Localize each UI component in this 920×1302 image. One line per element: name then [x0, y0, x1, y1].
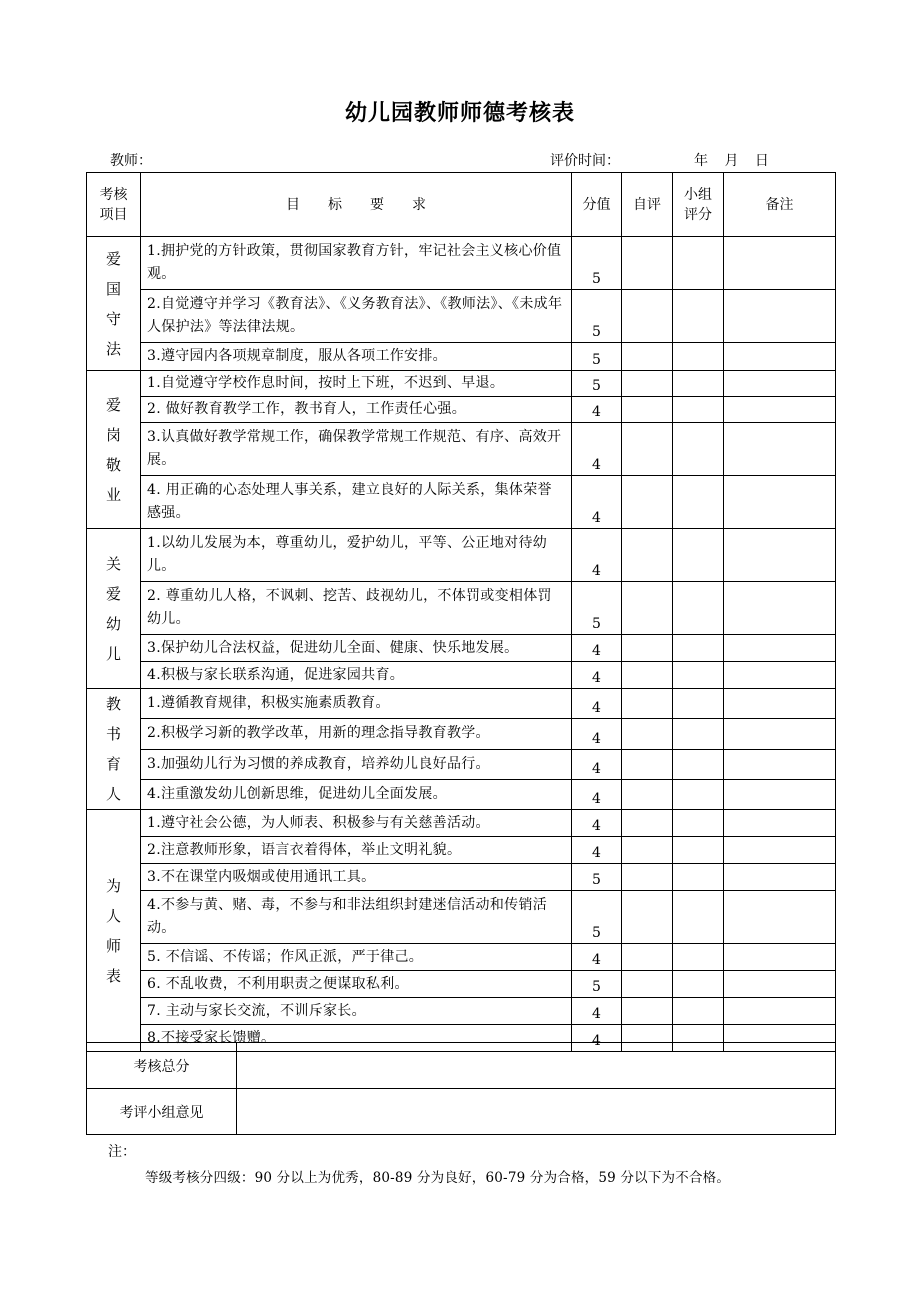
total-score-row: [87, 1043, 836, 1089]
requirement-text: 1.遵循教育规律，积极实施素质教育。: [141, 689, 572, 719]
group-opinion-label: 考评小组意见: [87, 1089, 237, 1135]
group-score-cell[interactable]: [673, 749, 724, 779]
score-value: 5: [572, 971, 622, 998]
header-score: 分值: [572, 173, 622, 237]
requirement-text: 2.积极学习新的教学改革，用新的理念指导教育教学。: [141, 719, 572, 749]
table-row: [87, 971, 836, 998]
table-row: [87, 749, 836, 779]
self-score-cell[interactable]: [622, 749, 673, 779]
self-score-cell[interactable]: [622, 635, 673, 662]
self-score-cell[interactable]: [622, 662, 673, 689]
group-score-cell[interactable]: [673, 529, 724, 582]
table-row: [87, 635, 836, 662]
score-value: 4: [572, 635, 622, 662]
score-value: 5: [572, 582, 622, 635]
self-score-cell[interactable]: [622, 944, 673, 971]
table-row: [87, 237, 836, 290]
requirement-text: 3.认真做好教学常规工作，确保教学常规工作规范、有序、高效开展。: [141, 423, 572, 476]
requirement-text: 3.加强幼儿行为习惯的养成教育，培养幼儿良好品行。: [141, 749, 572, 779]
remark-cell[interactable]: [724, 423, 836, 476]
remark-cell[interactable]: [724, 837, 836, 864]
requirement-text: 8.不接受家长馈赠。: [141, 1025, 572, 1052]
table-row: [87, 891, 836, 944]
remark-cell[interactable]: [724, 689, 836, 719]
group-score-cell[interactable]: [673, 423, 724, 476]
requirement-text: 2.自觉遵守并学习《教育法》、《义务教育法》、《教师法》、《未成年人保护法》等法律法规。: [141, 290, 572, 343]
group-score-cell[interactable]: [673, 998, 724, 1025]
score-value: 4: [572, 476, 622, 529]
category-label: 教书育人: [105, 695, 121, 803]
note-text: 等级考核分四级：90 分以上为优秀，80-89 分为良好，60-79 分为合格，59 分以下为不合格。: [145, 1170, 731, 1186]
header-row: [87, 173, 836, 237]
group-score-cell[interactable]: [673, 779, 724, 809]
table-row: [87, 719, 836, 749]
requirement-text: 4. 用正确的心态处理人事关系，建立良好的人际关系，集体荣誉感强。: [141, 476, 572, 529]
remark-cell[interactable]: [724, 998, 836, 1025]
requirement-text: 4.注重激发幼儿创新思维，促进幼儿全面发展。: [141, 779, 572, 809]
table-row: [87, 689, 836, 719]
self-score-cell[interactable]: [622, 423, 673, 476]
table-row: [87, 371, 836, 397]
self-score-cell[interactable]: [622, 371, 673, 397]
remark-cell[interactable]: [724, 529, 836, 582]
group-score-cell[interactable]: [673, 810, 724, 837]
requirement-text: 1.以幼儿发展为本，尊重幼儿，爱护幼儿，平等、公正地对待幼儿。: [141, 529, 572, 582]
summary-table: [86, 1042, 836, 1135]
requirement-text: 7. 主动与家长交流，不训斥家长。: [141, 998, 572, 1025]
score-value: 4: [572, 749, 622, 779]
table-row: [87, 810, 836, 837]
score-value: 5: [572, 343, 622, 371]
remark-cell[interactable]: [724, 662, 836, 689]
note-label: 注：: [108, 1144, 136, 1160]
table-row: [87, 837, 836, 864]
remark-cell[interactable]: [724, 343, 836, 371]
category-cell: [87, 810, 141, 1052]
assessment-table: [86, 172, 836, 1052]
category-cell: [87, 689, 141, 810]
self-score-cell[interactable]: [622, 689, 673, 719]
category-label: 关爱幼儿: [105, 554, 121, 663]
page-title: 幼儿园教师师德考核表: [344, 101, 575, 126]
header-group: 小组评分: [673, 173, 724, 237]
score-value: 4: [572, 944, 622, 971]
remark-cell[interactable]: [724, 719, 836, 749]
requirement-text: 1.遵守社会公德，为人师表、积极参与有关慈善活动。: [141, 810, 572, 837]
self-score-cell[interactable]: [622, 971, 673, 998]
requirement-text: 3.不在课堂内吸烟或使用通讯工具。: [141, 864, 572, 891]
group-score-cell[interactable]: [673, 971, 724, 998]
self-score-cell[interactable]: [622, 998, 673, 1025]
group-score-cell[interactable]: [673, 582, 724, 635]
requirement-text: 4.积极与家长联系沟通，促进家园共育。: [141, 662, 572, 689]
score-value: 5: [572, 371, 622, 397]
group-score-cell[interactable]: [673, 635, 724, 662]
table-row: [87, 476, 836, 529]
group-score-cell[interactable]: [673, 689, 724, 719]
score-value: 5: [572, 237, 622, 290]
remark-cell[interactable]: [724, 397, 836, 423]
requirement-text: 6. 不乱收费，不利用职责之便谋取私利。: [141, 971, 572, 998]
category-cell: [87, 371, 141, 529]
requirement-text: 1.拥护党的方针政策，贯彻国家教育方针，牢记社会主义核心价值观。: [141, 237, 572, 290]
self-score-cell[interactable]: [622, 810, 673, 837]
self-score-cell[interactable]: [622, 529, 673, 582]
remark-cell[interactable]: [724, 810, 836, 837]
remark-cell[interactable]: [724, 371, 836, 397]
table-row: [87, 397, 836, 423]
category-label: 爱岗敬业: [105, 395, 121, 504]
header-self: 自评: [622, 173, 673, 237]
group-score-cell[interactable]: [673, 290, 724, 343]
self-score-cell[interactable]: [622, 891, 673, 944]
group-opinion-cell[interactable]: [237, 1089, 836, 1135]
score-value: 4: [572, 1025, 622, 1052]
table-row: [87, 864, 836, 891]
date-placeholder: 年 月 日: [694, 153, 769, 169]
table-row: [87, 423, 836, 476]
category-label: 为人师表: [105, 876, 121, 985]
remark-cell[interactable]: [724, 971, 836, 998]
score-value: 4: [572, 719, 622, 749]
category-cell: [87, 529, 141, 689]
group-score-cell[interactable]: [673, 891, 724, 944]
self-score-cell[interactable]: [622, 397, 673, 423]
score-value: 4: [572, 810, 622, 837]
teacher-label: 教师：: [110, 153, 152, 169]
remark-cell[interactable]: [724, 290, 836, 343]
group-score-cell[interactable]: [673, 864, 724, 891]
score-value: 4: [572, 529, 622, 582]
table-row: [87, 779, 836, 809]
remark-cell[interactable]: [724, 891, 836, 944]
group-score-cell[interactable]: [673, 237, 724, 290]
score-value: 4: [572, 689, 622, 719]
self-score-cell[interactable]: [622, 719, 673, 749]
self-score-cell[interactable]: [622, 290, 673, 343]
table-row: [87, 529, 836, 582]
table-row: [87, 662, 836, 689]
self-score-cell[interactable]: [622, 779, 673, 809]
category-cell: [87, 237, 141, 371]
group-score-cell[interactable]: [673, 837, 724, 864]
group-score-cell[interactable]: [673, 371, 724, 397]
remark-cell[interactable]: [724, 779, 836, 809]
self-score-cell[interactable]: [622, 864, 673, 891]
total-score-cell[interactable]: [237, 1043, 836, 1089]
score-value: 4: [572, 423, 622, 476]
remark-cell[interactable]: [724, 476, 836, 529]
remark-cell[interactable]: [724, 749, 836, 779]
remark-cell[interactable]: [724, 635, 836, 662]
group-score-cell[interactable]: [673, 343, 724, 371]
table-row: [87, 998, 836, 1025]
self-score-cell[interactable]: [622, 237, 673, 290]
remark-cell[interactable]: [724, 944, 836, 971]
requirement-text: 2. 尊重幼儿人格，不讽刺、挖苦、歧视幼儿，不体罚或变相体罚幼儿。: [141, 582, 572, 635]
total-score-label: 考核总分: [87, 1043, 237, 1089]
group-score-cell[interactable]: [673, 662, 724, 689]
eval-time-label: 评价时间：: [550, 153, 620, 169]
requirement-text: 2. 做好教育教学工作，教书育人，工作责任心强。: [141, 397, 572, 423]
requirement-text: 5. 不信谣、不传谣；作风正派，严于律己。: [141, 944, 572, 971]
score-value: 4: [572, 397, 622, 423]
requirement-text: 3.遵守园内各项规章制度，服从各项工作安排。: [141, 343, 572, 371]
group-score-cell[interactable]: [673, 944, 724, 971]
category-label: 爱国守法: [105, 249, 121, 358]
remark-cell[interactable]: [724, 237, 836, 290]
table-row: [87, 290, 836, 343]
score-value: 4: [572, 779, 622, 809]
table-row: [87, 582, 836, 635]
score-value: 4: [572, 998, 622, 1025]
requirement-text: 4.不参与黄、赌、毒，不参与和非法组织封建迷信活动和传销活动。: [141, 891, 572, 944]
score-value: 4: [572, 662, 622, 689]
score-value: 5: [572, 290, 622, 343]
self-score-cell[interactable]: [622, 582, 673, 635]
header-remark: 备注: [724, 173, 836, 237]
group-score-cell[interactable]: [673, 397, 724, 423]
table-row: [87, 343, 836, 371]
remark-cell[interactable]: [724, 864, 836, 891]
self-score-cell[interactable]: [622, 343, 673, 371]
header-goal: 目标要求: [141, 173, 572, 237]
score-value: 5: [572, 864, 622, 891]
requirement-text: 1.自觉遵守学校作息时间，按时上下班，不迟到、早退。: [141, 371, 572, 397]
group-score-cell[interactable]: [673, 719, 724, 749]
requirement-text: 3.保护幼儿合法权益，促进幼儿全面、健康、快乐地发展。: [141, 635, 572, 662]
score-value: 5: [572, 891, 622, 944]
group-opinion-row: [87, 1089, 836, 1135]
header-item: 考核项目: [87, 173, 141, 237]
self-score-cell[interactable]: [622, 476, 673, 529]
table-row: [87, 944, 836, 971]
self-score-cell[interactable]: [622, 837, 673, 864]
requirement-text: 2.注意教师形象，语言衣着得体，举止文明礼貌。: [141, 837, 572, 864]
remark-cell[interactable]: [724, 582, 836, 635]
score-value: 4: [572, 837, 622, 864]
group-score-cell[interactable]: [673, 476, 724, 529]
